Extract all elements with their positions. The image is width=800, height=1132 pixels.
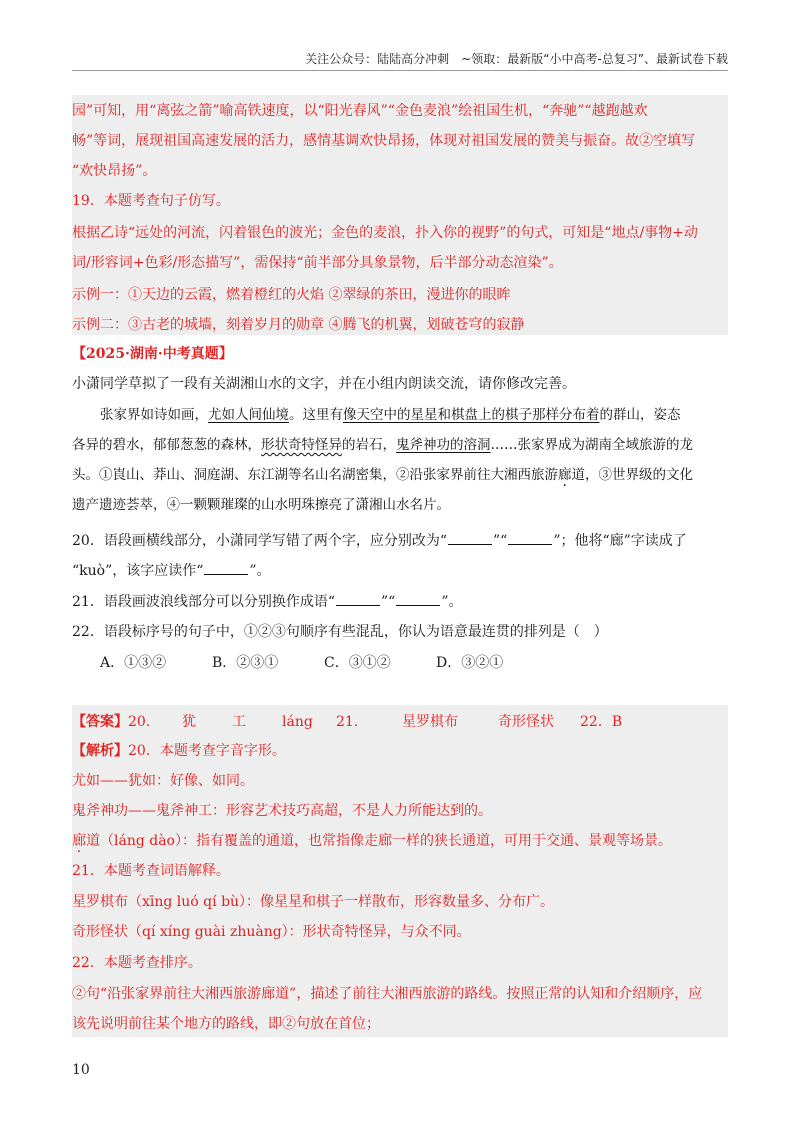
analysis-line-3 (72, 830, 728, 852)
q20-line-2 (72, 560, 728, 582)
q21-line (72, 591, 728, 613)
answer-blank[interactable] (204, 561, 248, 575)
prev-analysis-line-3: “欢快昂扬”。 (72, 163, 157, 179)
passage-text: ……张家界成为湖南全域旅游的龙 (490, 437, 693, 453)
analysis-q21-title: 21．本题考查词语解释。 (72, 863, 230, 879)
analysis-line-4: 星罗棋布（xīng luó qí bù）：像星星和棋子一样散布，形容数量多、分布广。 (72, 894, 555, 910)
dotted-char: 廊 (72, 833, 86, 849)
q19-line-2: 词/形容词+色彩/形态描写”，需保持“前半部分具象景物，后半部分动态渲染”。 (72, 255, 563, 271)
analysis-text: 道（láng dào）：指有覆盖的通道，也常指像走廊一样的狭长通道，可用于交通、景观等场景。 (86, 833, 672, 849)
q20-line-1 (72, 530, 728, 552)
q19-title: 19．本题考查句子仿写。 (72, 193, 230, 209)
page-number: 10 (72, 1062, 90, 1078)
passage-text: 头。①崀山、莽山、洞庭湖、东江湖等名山名湖密集，②沿张家界前往大湘西旅游 (72, 467, 558, 483)
option-c[interactable]: C．③①② (324, 655, 391, 671)
q21-text: 21．语段画波浪线部分可以分别换作成语“ (72, 594, 335, 610)
answer-num: 20. (128, 714, 151, 730)
q20-text: “kuò”，该字应读作“ (72, 563, 204, 579)
analysis-line-5: 奇形怪状（qí xíng guài zhuàng）：形状奇特怪异，与众不同。 (72, 924, 471, 940)
header-divider (72, 70, 728, 71)
passage-text: 张家界如诗如画， (100, 407, 208, 423)
option-b[interactable]: B．②③① (212, 655, 279, 671)
answer-blank[interactable] (508, 531, 552, 545)
answer-blank[interactable] (336, 592, 380, 606)
option-d[interactable]: D．③②① (436, 655, 504, 671)
passage-text: 的岩石， (342, 437, 396, 453)
answer-value: 工 (232, 714, 246, 730)
analysis-line-1: 尤如——犹如：好像、如同。 (72, 773, 254, 789)
q20-text: ”“ (492, 533, 508, 549)
answer-label: 【答案】 (72, 714, 128, 730)
passage-line-4: 遗产遗迹荟萃，④一颗颗璀璨的山水明珠擦亮了潇湘山水名片。 (72, 497, 450, 513)
analysis-q20-title (72, 740, 728, 762)
q22-stem: 22．语段标序号的句子中，①②③句顺序有些混乱，你认为语意最连贯的排列是（ ） (72, 624, 608, 640)
q19-line-1: 根据乙诗“远处的河流，闪着银色的波光；金色的麦浪，扑入你的视野”的句式，可知是“地点/事物+动 (72, 225, 698, 241)
answer-value: 犹 (182, 714, 196, 730)
answer-num: 22．B (580, 714, 623, 730)
prev-analysis-line-1: 园”可知，用“离弦之箭”喻高铁速度，以“阳光春风”“金色麦浪”绘祖国生机，“奔驰”“越跑越欢 (72, 103, 648, 119)
section-tag: 【2025·湖南·中考真题】 (72, 346, 233, 362)
q20-text: 20．语段画横线部分，小潇同学写错了两个字，应分别改为“ (72, 533, 447, 549)
question-intro: 小潇同学草拟了一段有关湖湘山水的文字，并在小组内朗读交流，请你修改完善。 (72, 376, 576, 392)
answer-blank[interactable] (448, 531, 492, 545)
passage-line-2 (72, 434, 728, 456)
answer-blank[interactable] (396, 592, 440, 606)
example-2: 示例二：③古老的城墙，刻着岁月的勋章 ④腾飞的机翼，划破苍穹的寂静 (72, 317, 525, 333)
answer-value: láng (282, 714, 313, 730)
q21-text: ”。 (441, 594, 463, 610)
q21-text: ”“ (380, 594, 396, 610)
option-a[interactable]: A．①③② (100, 655, 167, 671)
analysis-line-6: ②句“沿张家界前往大湘西旅游廊道”，描述了前往大湘西旅游的路线。按照正常的认知和介绍顺序，应 (72, 986, 703, 1002)
passage-text: 的群山，姿态 (599, 407, 681, 423)
q22-options (100, 652, 728, 674)
analysis-text: 20．本题考查字音字形。 (128, 743, 286, 759)
passage-text: 道，③世界级的文化 (571, 467, 693, 483)
wavy-phrase-1: 形状奇特怪异 (261, 437, 342, 453)
passage-text: 各异的碧水，郁郁葱葱的森林， (72, 437, 261, 453)
q20-text: ”；他将“廊”字读成了 (553, 533, 687, 549)
analysis-label: 【解析】 (72, 743, 128, 759)
answer-row (72, 711, 728, 733)
answer-value: 奇形怪状 (498, 714, 554, 730)
dotted-char: 廊 (558, 467, 572, 483)
answer-num: 21. (336, 714, 359, 730)
passage-line-3 (72, 464, 728, 486)
example-1: 示例一：①天边的云霞，燃着橙红的火焰 ②翠绿的茶田，漫进你的眼眸 (72, 287, 511, 303)
analysis-line-7: 该先说明前往某个地方的路线，即②句放在首位； (72, 1016, 380, 1032)
underlined-phrase-3: 鬼斧神功的溶洞 (396, 437, 491, 453)
prev-analysis-line-2: 畅”等词，展现祖国高速发展的活力，感情基调欢快昂扬，体现对祖国发展的赞美与振奋。故②空填写 (72, 133, 696, 149)
underlined-phrase-1: 尤如人间仙境 (208, 407, 289, 423)
analysis-line-2: 鬼斧神功——鬼斧神工：形容艺术技巧高超，不是人力所能达到的。 (72, 803, 492, 819)
analysis-q22-title: 22．本题考查排序。 (72, 955, 202, 971)
underlined-phrase-2: 像天空中的星星和棋盘上的棋子那样分布着 (343, 407, 600, 423)
q20-text: ”。 (249, 563, 271, 579)
page-header: 关注公众号：陆陆高分冲刺 ~领取：最新版“小中高考-总复习”、最新试卷下载 (305, 52, 728, 66)
passage-text: 。这里有 (289, 407, 343, 423)
passage-line-1 (100, 404, 728, 426)
answer-value: 星罗棋布 (402, 714, 458, 730)
